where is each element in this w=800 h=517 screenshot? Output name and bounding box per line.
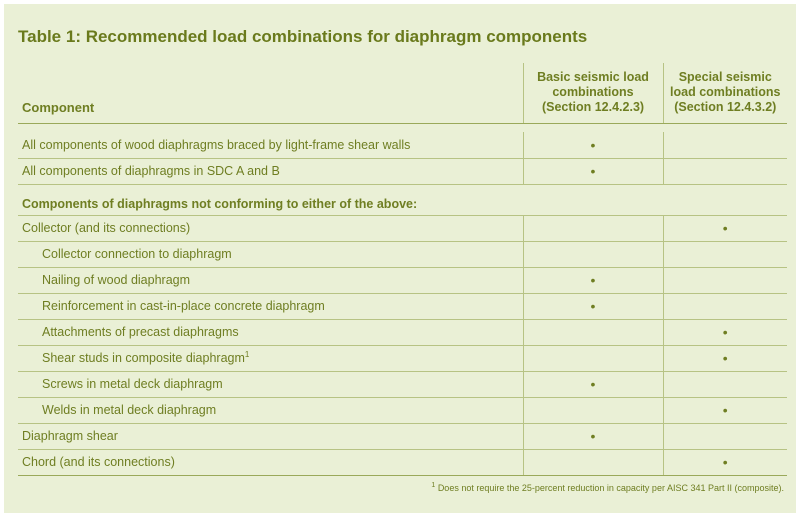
- special-mark: [663, 293, 787, 319]
- footnote-marker: 1: [431, 482, 436, 489]
- table-row: [18, 345, 787, 371]
- footnote-text: Does not require the 25-percent reduction in capacity per AISC 341 Part II (composite).: [437, 483, 784, 493]
- table-title: Table 1: Recommended load combinations for diaphragm components: [18, 27, 588, 46]
- row-label: Welds in metal deck diaphragm: [18, 397, 523, 423]
- row-label: Screws in metal deck diaphragm: [18, 371, 523, 397]
- table-row: [18, 423, 787, 449]
- table-row: [18, 158, 787, 184]
- table-panel: [4, 4, 796, 513]
- basic-mark: [523, 241, 663, 267]
- spacer-row: [18, 123, 787, 132]
- table-row: [18, 132, 787, 158]
- table-row: [18, 293, 787, 319]
- special-mark: •: [663, 345, 787, 371]
- row-label: Nailing of wood diaphragm: [18, 267, 523, 293]
- header-basic: [523, 63, 663, 123]
- basic-mark: •: [523, 132, 663, 158]
- basic-mark: •: [523, 423, 663, 449]
- basic-mark: •: [523, 371, 663, 397]
- basic-mark: •: [523, 267, 663, 293]
- special-mark: •: [663, 319, 787, 345]
- section-heading-row: [18, 193, 787, 215]
- table-row: [18, 319, 787, 345]
- table-row: [18, 241, 787, 267]
- basic-mark: [523, 449, 663, 475]
- footnote-ref: 1: [244, 350, 250, 360]
- row-label: All components of wood diaphragms braced by light-frame shear walls: [18, 132, 523, 158]
- special-mark: [663, 132, 787, 158]
- basic-mark: •: [523, 293, 663, 319]
- spacer-row: [18, 184, 787, 193]
- table-header-row: [18, 63, 787, 123]
- basic-mark: [523, 215, 663, 241]
- row-label: Chord (and its connections): [18, 449, 523, 475]
- row-label: Reinforcement in cast-in-place concrete diaphragm: [18, 293, 523, 319]
- basic-mark: [523, 345, 663, 371]
- table-row: [18, 397, 787, 423]
- header-special-line1: Special seismic: [678, 70, 772, 85]
- row-label: Attachments of precast diaphragms: [18, 319, 523, 345]
- header-basic-line2: combinations: [552, 85, 634, 100]
- table-row: [18, 215, 787, 241]
- footnote: [431, 482, 784, 493]
- header-component: Component: [18, 63, 523, 123]
- basic-mark: •: [523, 158, 663, 184]
- special-mark: [663, 423, 787, 449]
- load-combinations-table: [18, 63, 787, 476]
- header-basic-line3: (Section 12.4.2.3): [541, 100, 645, 115]
- row-label: All components of diaphragms in SDC A and B: [18, 158, 523, 184]
- row-label: Shear studs in composite diaphragm: [42, 351, 245, 366]
- special-mark: [663, 241, 787, 267]
- basic-mark: [523, 319, 663, 345]
- header-special-line3: (Section 12.4.3.2): [674, 100, 777, 115]
- table-row: [18, 449, 787, 475]
- special-mark: •: [663, 215, 787, 241]
- special-mark: [663, 267, 787, 293]
- table-row: [18, 267, 787, 293]
- special-mark: [663, 158, 787, 184]
- row-label-cell: [18, 345, 523, 371]
- section-heading: Components of diaphragms not conforming to either of the above:: [18, 193, 787, 215]
- row-label: Diaphragm shear: [18, 423, 523, 449]
- special-mark: •: [663, 449, 787, 475]
- table-row: [18, 371, 787, 397]
- header-basic-line1: Basic seismic load: [537, 70, 649, 85]
- row-label: Collector (and its connections): [18, 215, 523, 241]
- header-special: [663, 63, 787, 123]
- basic-mark: [523, 397, 663, 423]
- row-label: Collector connection to diaphragm: [18, 241, 523, 267]
- header-special-line2: load combinations: [670, 85, 781, 100]
- special-mark: [663, 371, 787, 397]
- special-mark: •: [663, 397, 787, 423]
